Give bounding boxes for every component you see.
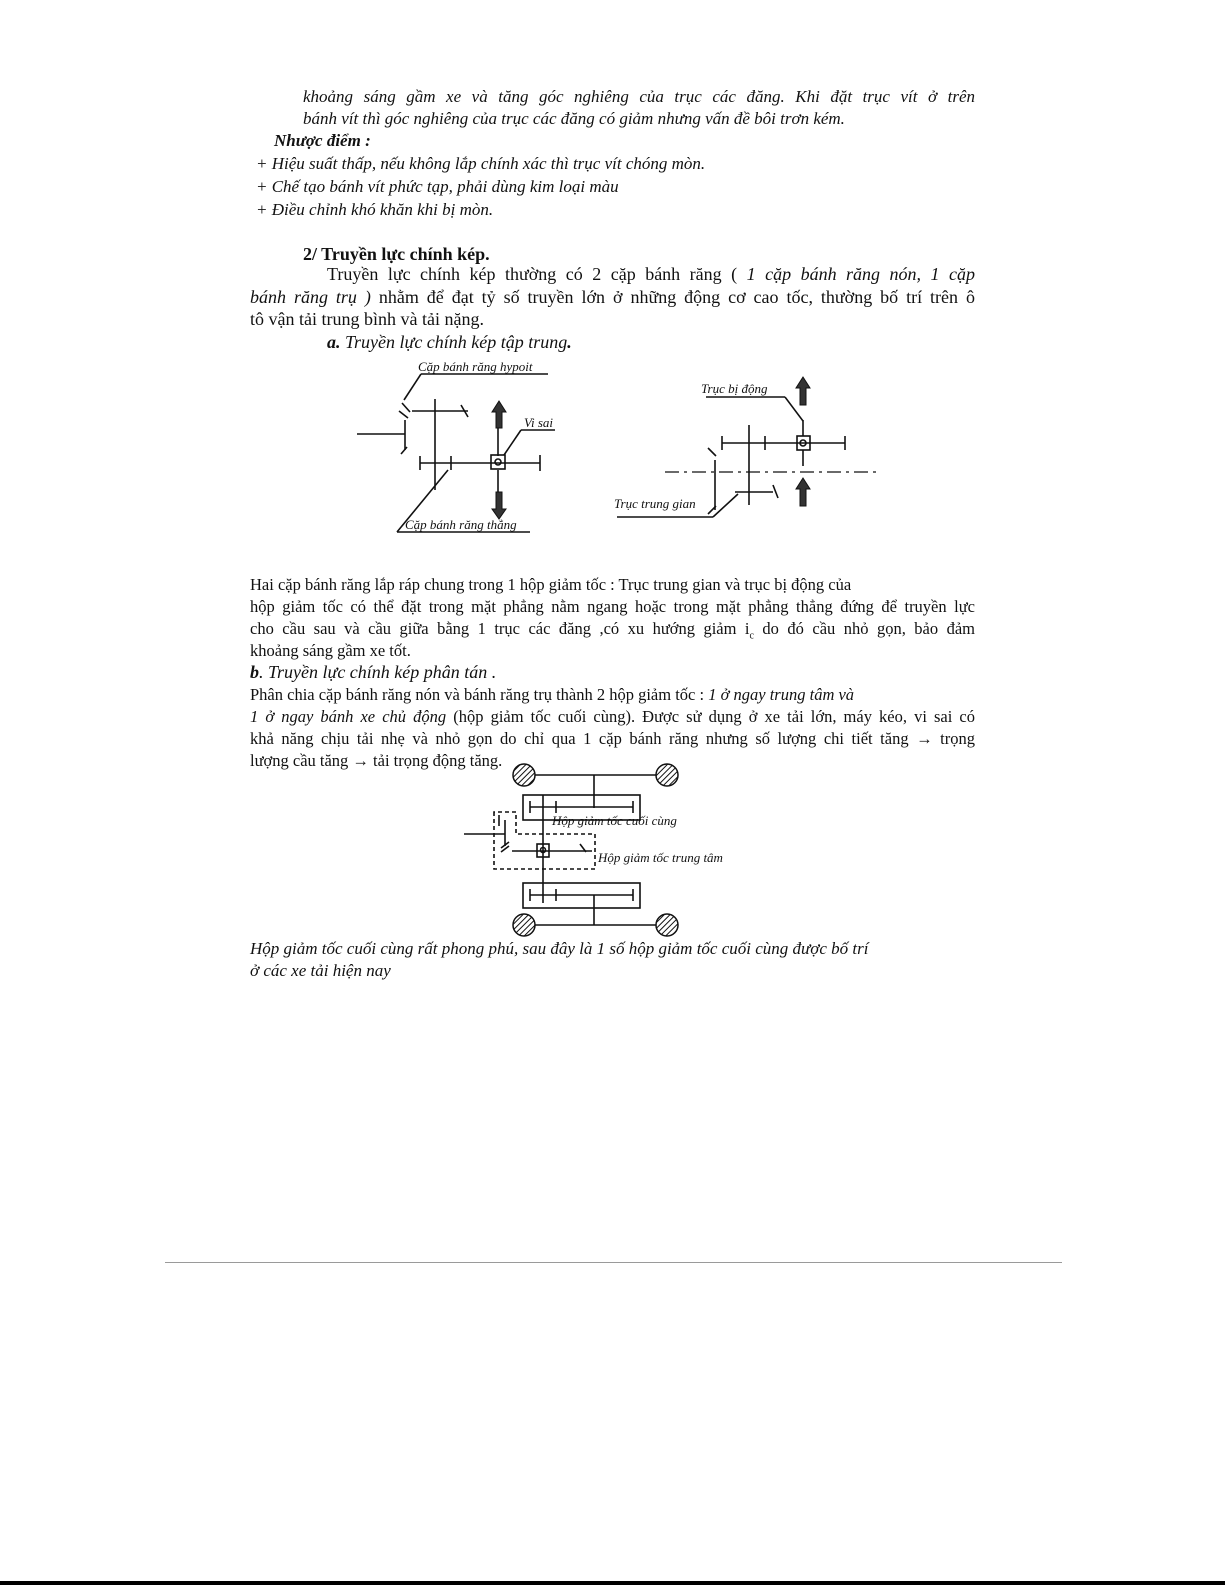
label-hypoid: Cặp bánh răng hypoit <box>418 359 533 374</box>
list-item: + Điều chỉnh khó khăn khi bị mòn. <box>256 200 494 219</box>
subsection-b-title: b. Truyền lực chính kép phân tán . <box>250 662 497 682</box>
list-item: + Chế tạo bánh vít phức tạp, phải dùng kim loại màu <box>256 177 619 196</box>
wheel <box>513 914 535 936</box>
paragraph-line: bánh vít thì góc nghiêng của trục các đăng có giảm nhưng vấn đề bôi trơn kém. <box>303 109 845 128</box>
label-differential: Vi sai <box>524 415 554 430</box>
paragraph-line: hộp giảm tốc có thể đặt trong mặt phẳng nằm ngang hoặc trong mặt phẳng thẳng đứng để truyền lực <box>250 597 975 616</box>
paragraph-line: Phân chia cặp bánh răng nón và bánh răng trụ thành 2 hộp giảm tốc : 1 ở ngay trung tâm và <box>250 685 855 704</box>
paragraph-line: ở các xe tải hiện nay <box>250 961 391 980</box>
paragraph-line: Hộp giảm tốc cuối cùng rất phong phú, sau đây là 1 số hộp giảm tốc cuối cùng được bố trí <box>250 939 869 958</box>
label-final-reduction: Hộp giảm tốc cuối cùng <box>552 813 677 828</box>
label-intermediate-shaft: Trục trung gian <box>614 496 696 511</box>
list-item: + Hiệu suất thấp, nếu không lắp chính xác thì trục vít chóng mòn. <box>256 154 706 173</box>
paragraph-line: khoảng sáng gầm xe tốt. <box>250 641 411 660</box>
paragraph-line: cho cầu sau và cầu giữa bằng 1 trục các đăng ,có xu hướng giảm $i_c$ do đó cầu nhỏ gọn, bảo đảm <box>250 619 975 642</box>
section-heading: 2/ Truyền lực chính kép. <box>303 244 490 264</box>
paragraph-line: tô vận tải trung bình và tải nặng. <box>250 309 484 329</box>
page-footer-rule <box>165 1262 1062 1263</box>
label-central-reduction: Hộp giảm tốc trung tâm <box>598 850 723 865</box>
wheel <box>656 914 678 936</box>
page-bottom-edge <box>0 1581 1225 1585</box>
label-driven-shaft: Trục bị động <box>701 381 768 396</box>
paragraph-line: Hai cặp bánh răng lắp ráp chung trong 1 hộp giảm tốc : Trục trung gian và trục bị động của <box>250 575 852 594</box>
paragraph-line: bánh răng trụ ) nhằm để đạt tỷ số truyền lớn ở những động cơ cao tốc, thường bố trí trên ô <box>250 287 975 307</box>
paragraph-line: khoảng sáng gầm xe và tăng góc nghiêng của trục các đăng. Khi đặt trục vít ở trên <box>303 87 975 106</box>
label-spur-gear-pair: Cặp bánh răng thẳng <box>405 517 517 532</box>
subsection-a-title: a. Truyền lực chính kép tập trung. <box>327 332 572 352</box>
wheel <box>656 764 678 786</box>
paragraph-line: lượng cầu tăng → tải trọng động tăng. <box>250 751 503 770</box>
paragraph-line: Truyền lực chính kép thường có 2 cặp bánh răng ( 1 cặp bánh răng nón, 1 cặp <box>327 264 975 284</box>
paragraph-line: khả năng chịu tải nhẹ và nhỏ gọn do chỉ qua 1 cặp bánh răng nhưng số lượng chi tiết tăng → trọng <box>250 729 975 748</box>
wheel <box>513 764 535 786</box>
disadvantages-title: Nhược điểm : <box>274 131 371 150</box>
paragraph-line: 1 ở ngay bánh xe chủ động (hộp giảm tốc cuối cùng). Được sử dụng ở xe tải lớn, máy kéo, vi sai có <box>250 707 975 726</box>
